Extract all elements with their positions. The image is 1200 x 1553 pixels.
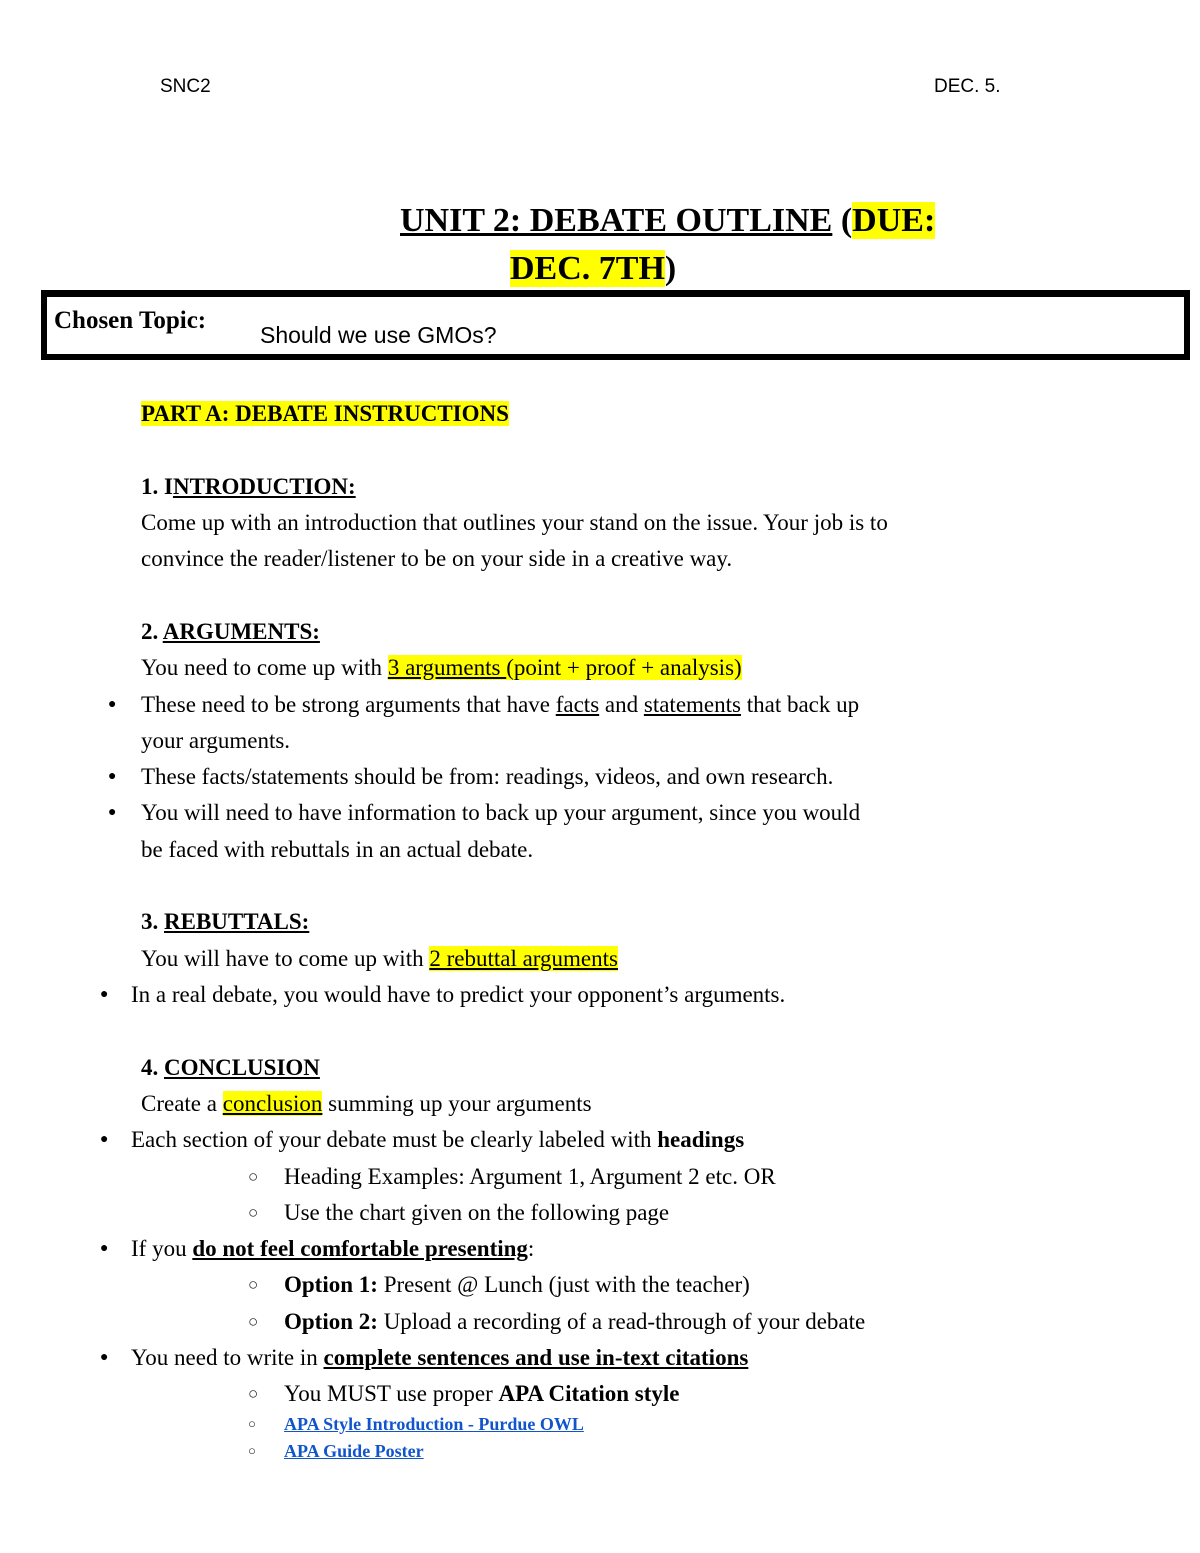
part-a-heading-text: PART A: DEBATE INSTRUCTIONS [141, 401, 509, 426]
header-date: DEC. 5. [934, 76, 1001, 97]
intro-line-1: Come up with an introduction that outlines your stand on the issue. Your job is to [141, 510, 888, 535]
option-1-text: Present @ Lunch (just with the teacher) [383, 1272, 750, 1297]
conclusion-heading [141, 1050, 320, 1086]
apa-citation-style: APA Citation style [498, 1381, 680, 1406]
intro-number: 1. I [141, 474, 173, 499]
chosen-topic-label: Chosen Topic: [54, 307, 207, 334]
bullet-icon: ● [100, 1350, 109, 1365]
option-2-text: Upload a recording of a read-through of your debate [383, 1309, 866, 1334]
facts-word: facts [555, 692, 600, 717]
rebuttals-lead [141, 941, 618, 977]
arguments-bullet-1-cont: your arguments. [141, 728, 291, 753]
bullet-icon: ● [108, 769, 117, 784]
arguments-heading [141, 614, 320, 650]
apa-style-introduction-link[interactable]: APA Style Introduction - Purdue OWL [284, 1414, 584, 1434]
chosen-topic-box [41, 290, 1190, 360]
arguments-bullet-3-cont: be faced with rebuttals in an actual debate. [141, 837, 534, 862]
title-close-paren: ) [664, 250, 677, 287]
arguments-lead-text: You need to come up with [141, 655, 383, 680]
sub-bullet-icon: ○ [248, 1384, 259, 1403]
title-main: UNIT 2: DEBATE OUTLINE [400, 202, 833, 239]
sub-bullet-icon: ○ [248, 1203, 259, 1222]
conclusion-lead-text: Create a [141, 1091, 217, 1116]
sub-bullet-option-2 [284, 1304, 865, 1340]
conclusion-bullet-3-text: You need to write in [131, 1345, 318, 1370]
complete-sentences-text: complete sentences and use in-text citations [323, 1345, 749, 1370]
arguments-bullet-1-text: These need to be strong arguments that have [141, 692, 550, 717]
sub-bullet-option-1 [284, 1267, 750, 1303]
arguments-bullet-2: These facts/statements should be from: readings, videos, and own research. [141, 764, 834, 789]
chosen-topic-value[interactable]: Should we use GMOs? [260, 322, 497, 348]
course-code: SNC2 [160, 76, 211, 97]
conclusion-bullet-2-text: If you [131, 1236, 187, 1261]
arguments-count-highlight: 3 arguments [387, 655, 507, 680]
part-a-heading [141, 396, 509, 432]
conclusion-bullet-1-text: Each section of your debate must be clearly labeled with [131, 1127, 652, 1152]
option-2-label: Option 2: [284, 1309, 378, 1334]
sub-bullet-icon: ○ [248, 1167, 259, 1186]
sub-bullet-icon: ○ [248, 1312, 259, 1331]
apa-guide-poster-link[interactable]: APA Guide Poster [284, 1441, 424, 1461]
rebuttals-number: 3. [141, 909, 159, 934]
statements-word: statements [643, 692, 741, 717]
title-open-paren: ( [840, 202, 853, 239]
conclusion-rest: summing up your arguments [328, 1091, 592, 1116]
conclusion-bullet-3 [131, 1340, 748, 1376]
conclusion-highlight: conclusion [222, 1091, 323, 1116]
bullet-icon: ● [100, 1241, 109, 1256]
bullet-icon: ● [100, 987, 109, 1002]
rebuttals-heading-text: REBUTTALS: [164, 909, 310, 934]
conclusion-bullet-1 [131, 1122, 744, 1158]
sub-bullet-icon: ○ [248, 1443, 256, 1458]
rebuttals-count-highlight: 2 rebuttal arguments [429, 946, 618, 971]
conclusion-number: 4. [141, 1055, 159, 1080]
rebuttals-lead-text: You will have to come up with [141, 946, 424, 971]
title-due-label: DUE: [852, 202, 936, 239]
intro-heading [141, 469, 356, 505]
sub-bullet-icon: ○ [248, 1275, 259, 1294]
option-1-label: Option 1: [284, 1272, 378, 1297]
arguments-bullet-1-end: that back up [746, 692, 860, 717]
intro-heading-text: NTRODUCTION: [172, 474, 356, 499]
conclusion-bullet-2 [131, 1231, 534, 1267]
arguments-structure-highlight: (point + proof + analysis) [506, 655, 742, 680]
arguments-number: 2. [141, 619, 159, 644]
bullet-icon: ● [100, 1132, 109, 1147]
colon: : [527, 1236, 535, 1261]
conclusion-lead [141, 1086, 592, 1122]
intro-line-2: convince the reader/listener to be on your side in a creative way. [141, 546, 733, 571]
bullet-icon: ● [108, 805, 117, 820]
arguments-heading-text: ARGUMENTS: [162, 619, 320, 644]
rebuttals-bullet-1: In a real debate, you would have to predict your opponent’s arguments. [131, 982, 786, 1007]
not-comfortable-presenting: do not feel comfortable presenting [192, 1236, 528, 1261]
sub-bullet-icon: ○ [248, 1416, 256, 1431]
and-word: and [604, 692, 639, 717]
apa-text: You MUST use proper [284, 1381, 493, 1406]
arguments-bullet-3: You will need to have information to back up your argument, since you would [141, 800, 861, 825]
title-due-date: DEC. 7TH [510, 250, 665, 287]
arguments-bullet-1 [141, 687, 859, 723]
bullet-icon: ● [108, 697, 117, 712]
sub-bullet-heading-examples: Heading Examples: Argument 1, Argument 2 etc. OR [284, 1164, 776, 1189]
sub-bullet-chart: Use the chart given on the following page [284, 1200, 670, 1225]
headings-word: headings [657, 1127, 745, 1152]
arguments-lead [141, 650, 742, 686]
sub-bullet-apa [284, 1376, 680, 1412]
rebuttals-heading [141, 904, 309, 940]
conclusion-heading-text: CONCLUSION [164, 1055, 320, 1080]
